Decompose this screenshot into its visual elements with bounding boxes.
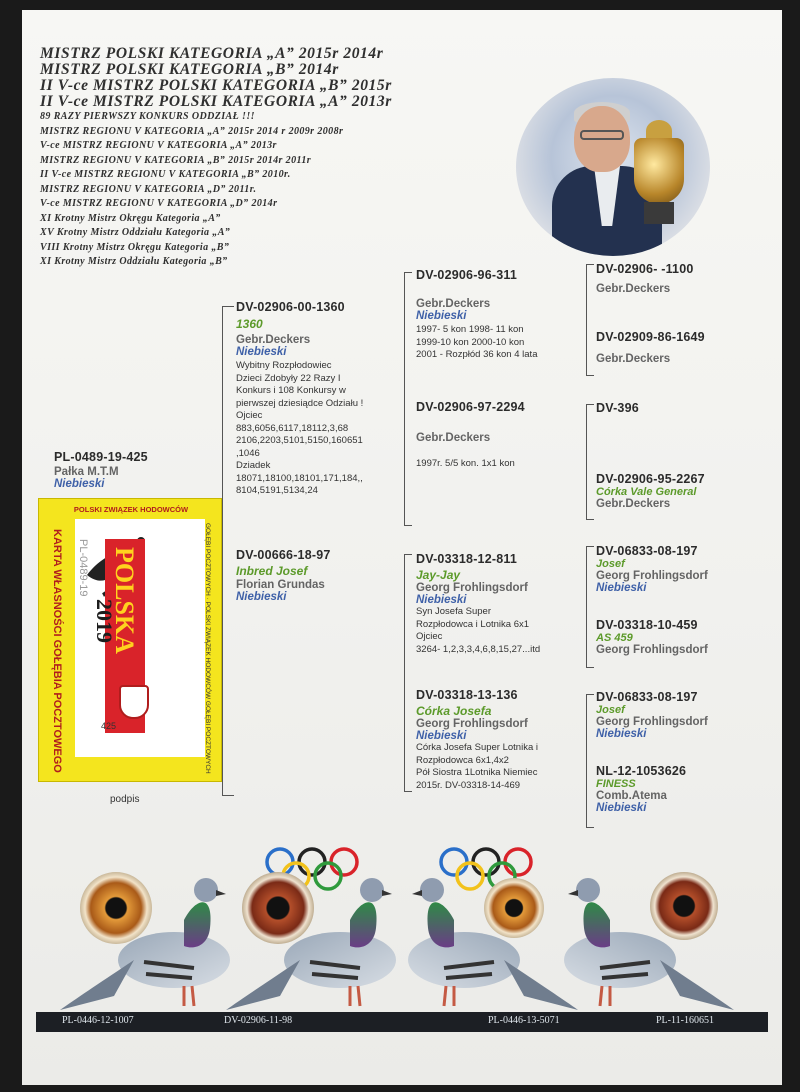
pigeon-name: Josef xyxy=(596,704,625,716)
achievement-line: MISTRZ REGIONU V KATEGORIA „B” 2015r 2014r 2011r xyxy=(40,154,312,166)
maternal-grandmother xyxy=(416,688,538,792)
color-label: Niebieski xyxy=(416,594,467,606)
color-label: Niebieski xyxy=(596,582,647,594)
pigeon-name: Córka Josefa xyxy=(416,704,492,718)
ring-number: DV-03318-10-459 xyxy=(596,618,698,632)
ring-number: DV-03318-13-136 xyxy=(416,688,518,702)
ring-number: DV-02906- -1100 xyxy=(596,262,694,276)
pigeon-name: Inbred Josef xyxy=(236,564,308,578)
card-right-text: GOŁĘBI POCZTOWYCH · POLSKI ZWIĄZEK HODOWCÓW GOŁĘBI POCZTOWYCH xyxy=(204,523,211,774)
great-grandparent xyxy=(596,262,694,295)
great-grandparent xyxy=(596,472,705,510)
card-header: POLSKI ZWIĄZEK HODOWCÓW xyxy=(73,505,189,514)
achievement-line: MISTRZ REGIONU V KATEGORIA „D” 2011r. xyxy=(40,183,257,195)
card-number: 425 xyxy=(101,721,117,731)
pigeons-and-eyes-illustration xyxy=(34,850,774,1020)
note-line: Dzieci Zdobyły 22 Razy I xyxy=(236,372,341,384)
great-grandparent xyxy=(596,544,708,594)
pigeon-name: FINESS xyxy=(596,778,636,790)
color-label: Niebieski xyxy=(596,802,647,814)
note-line: pierwszej dziesiądce Odziału ! xyxy=(236,397,364,409)
note-line: 3264- 1,2,3,3,4,6,8,15,27...itd xyxy=(416,643,541,655)
ring-number: PL-0489-19-425 xyxy=(54,450,148,464)
great-grandparent xyxy=(596,330,705,365)
bracket-father xyxy=(404,272,412,526)
breeder-name: Gebr.Deckers xyxy=(416,298,491,310)
achievement-line: V-ce MISTRZ REGIONU V KATEGORIA „A” 2013r xyxy=(40,140,277,151)
bracket-mother xyxy=(404,554,412,792)
breeder-photo xyxy=(516,78,710,256)
note-line: 8104,5191,5134,24 xyxy=(236,485,318,496)
breeder-name: Gebr.Deckers xyxy=(416,432,491,444)
ring-number: DV-396 xyxy=(596,401,639,415)
paternal-grandfather xyxy=(416,268,537,362)
note-line: Rozpłodowca 6x1,4x2 xyxy=(416,754,509,766)
card-year: 2019 xyxy=(92,599,117,643)
bracket-mf xyxy=(586,546,594,668)
note-line: Wybitny Rozpłodowiec xyxy=(236,360,332,371)
breeder-name: Georg Frohlingsdorf xyxy=(416,582,528,594)
achievement-line: MISTRZ REGIONU V KATEGORIA „A” 2015r 2014 r 2009r 2008r xyxy=(40,125,344,137)
eagle-emblem-icon xyxy=(119,685,149,719)
note-line: 2106,2203,5101,5150,160651 xyxy=(236,435,363,446)
breeder-name: Comb.Atema xyxy=(596,790,667,802)
ring-number: DV-02906-00-1360 xyxy=(236,300,345,314)
bracket-parents xyxy=(222,306,234,796)
achievements-block xyxy=(40,46,540,270)
note-line: 2015r. DV-03318-14-469 xyxy=(416,779,521,791)
color-label: Niebieski xyxy=(54,478,105,490)
bird-caption: PL-0446-12-1007 xyxy=(62,1015,134,1026)
paternal-grandmother xyxy=(416,400,525,471)
note-line: 18071,18100,18101,171,184,, xyxy=(236,472,363,484)
pigeon-name: Jay-Jay xyxy=(416,568,461,582)
card-side-text: KARTA WŁASNOŚCI GOŁĘBIA POCZTOWEGO xyxy=(51,529,63,773)
ring-number: DV-03318-12-811 xyxy=(416,552,517,566)
bird-caption: PL-0446-13-5071 xyxy=(488,1015,560,1026)
ring-number: DV-02906-96-311 xyxy=(416,268,517,282)
color-label: Niebieski xyxy=(236,346,287,358)
color-label: Niebieski xyxy=(416,310,467,322)
breeder-name: Gebr.Deckers xyxy=(596,283,671,295)
achievement-line: MISTRZ POLSKI KATEGORIA „A” 2015r 2014r xyxy=(40,45,384,62)
breeder-name: Pałka M.T.M xyxy=(54,466,119,478)
bracket-ff xyxy=(586,264,594,376)
achievement-line: V-ce MISTRZ REGIONU V KATEGORIA „D” 2014r xyxy=(40,198,278,209)
achievement-line: MISTRZ POLSKI KATEGORIA „B” 2014r xyxy=(40,61,339,78)
breeder-name: Georg Frohlingsdorf xyxy=(596,716,708,728)
ring-number: DV-02906-97-2294 xyxy=(416,400,525,414)
breeder-name: Georg Frohlingsdorf xyxy=(596,570,708,582)
great-grandparent xyxy=(596,618,708,656)
note-line: Ojciec xyxy=(236,410,263,421)
achievement-line: II V-ce MISTRZ POLSKI KATEGORIA „A” 2013r xyxy=(40,93,392,110)
note-line: Dziadek xyxy=(236,460,271,471)
ring-number: DV-02906-95-2267 xyxy=(596,472,705,486)
note-line: ,1046 xyxy=(236,447,260,459)
note-line: 1997r. 5/5 kon. 1x1 kon xyxy=(416,458,515,469)
achievement-line: XI Krotny Mistrz Oddziału Kategoria „B” xyxy=(40,256,228,267)
achievement-line: XV Krotny Mistrz Oddziału Kategoria „A” xyxy=(40,227,231,238)
achievement-line: 89 RAZY PIERWSZY KONKURS ODDZIAŁ !!! xyxy=(40,111,255,122)
note-line: 2001 - Rozpłód 36 kon 4 lata xyxy=(416,349,538,360)
color-label: Niebieski xyxy=(416,730,467,742)
note-line: Córka Josefa Super Lotnika i xyxy=(416,742,538,753)
breeder-name: Gebr.Deckers xyxy=(236,334,311,346)
ring-number: DV-00666-18-97 xyxy=(236,548,331,562)
pigeon-name: AS 459 xyxy=(596,632,633,644)
bracket-mm xyxy=(586,694,594,828)
note-line: Pół Siostra 1Lotnika Niemiec xyxy=(416,767,538,778)
ring-number: NL-12-1053626 xyxy=(596,764,687,778)
breeder-name: Florian Grundas xyxy=(236,579,325,591)
breeder-name: Gebr.Deckers xyxy=(596,353,671,365)
great-grandparent xyxy=(596,401,639,415)
note-line: Ojciec xyxy=(416,631,443,642)
achievement-line: II V-ce MISTRZ REGIONU V KATEGORIA „B” 2010r. xyxy=(40,169,291,180)
bracket-fm xyxy=(586,404,594,520)
note-line: Syn Josefa Super xyxy=(416,606,491,617)
bird-caption: PL-11-160651 xyxy=(656,1015,714,1026)
card-ring: PL-0489-19 xyxy=(77,539,89,597)
color-label: Niebieski xyxy=(596,728,647,740)
father-pigeon xyxy=(236,300,363,498)
achievement-line: XI Krotny Mistrz Okręgu Kategoria „A” xyxy=(40,212,221,224)
ring-number: DV-02909-86-1649 xyxy=(596,330,705,344)
ring-number: DV-06833-08-197 xyxy=(596,544,698,558)
ownership-card xyxy=(38,498,222,782)
bird-caption: DV-02906-11-98 xyxy=(224,1015,293,1026)
breeder-name: Gebr.Deckers xyxy=(596,498,671,510)
maternal-grandfather xyxy=(416,552,540,656)
color-label: Niebieski xyxy=(236,591,287,603)
signature-label: podpis xyxy=(110,794,140,805)
ring-number: DV-06833-08-197 xyxy=(596,690,698,704)
note-line: 1997- 5 kon 1998- 11 kon xyxy=(416,324,524,335)
great-grandparent xyxy=(596,764,686,814)
achievement-line: II V-ce MISTRZ POLSKI KATEGORIA „B” 2015r xyxy=(40,77,392,94)
breeder-name: Georg Frohlingsdorf xyxy=(596,644,708,656)
achievement-line: VIII Krotny Mistrz Okręgu Kategoria „B” xyxy=(40,241,230,253)
pigeon-name: Josef xyxy=(596,558,625,570)
card-country: POLSKA xyxy=(110,547,139,654)
great-grandparent xyxy=(596,690,708,740)
pigeon-name: Córka Vale General xyxy=(596,486,697,498)
note-line: Rozpłodowca i Lotnika 6x1 xyxy=(416,618,530,630)
note-line: 883,6056,6117,18112,3,68 xyxy=(236,422,349,434)
breeder-name: Georg Frohlingsdorf xyxy=(416,718,528,730)
mother-pigeon xyxy=(236,548,331,603)
subject-pigeon xyxy=(54,450,148,490)
note-line: 1999-10 kon 2000-10 kon xyxy=(416,336,525,348)
note-line: Konkurs i 108 Konkursy w xyxy=(236,385,346,396)
pigeon-name: 1360 xyxy=(236,317,263,331)
